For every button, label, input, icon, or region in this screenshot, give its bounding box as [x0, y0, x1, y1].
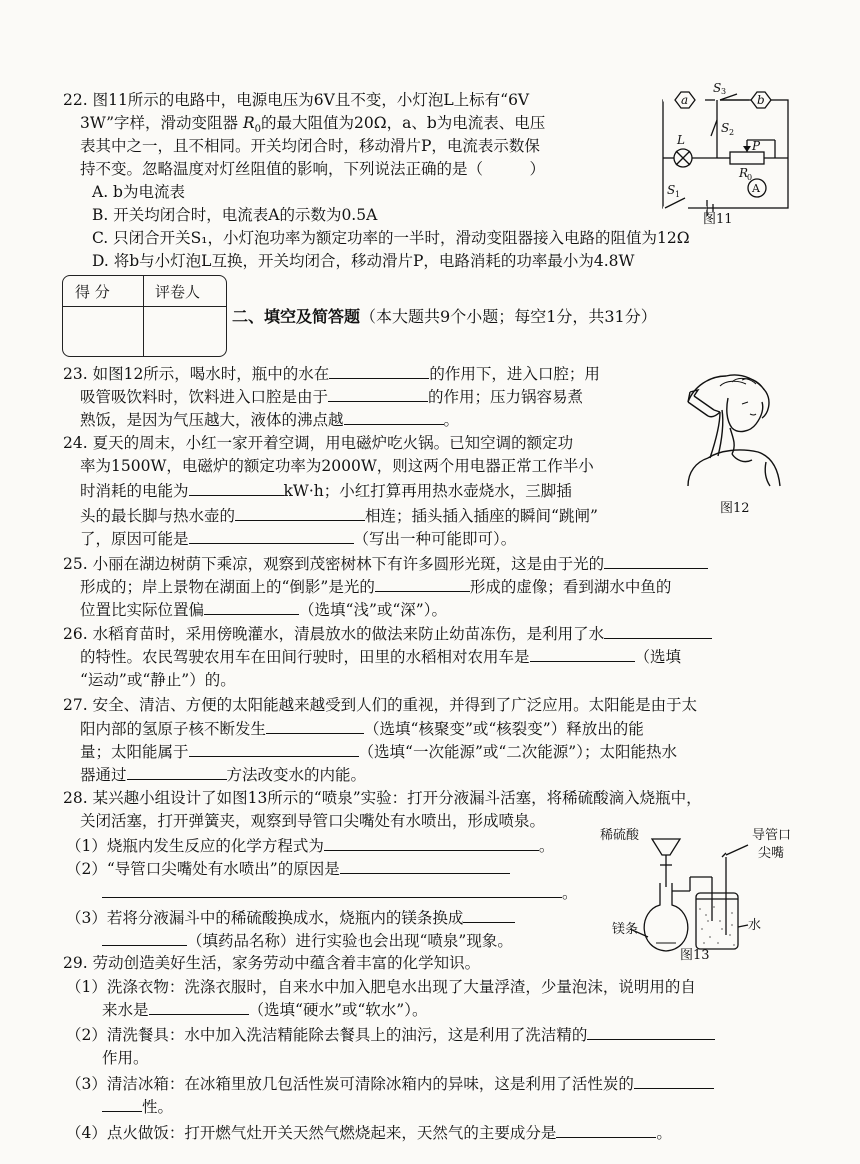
q28-sub3-cont — [102, 930, 513, 952]
answer-blank[interactable] — [266, 719, 364, 734]
fig11-label-b: b — [757, 93, 765, 107]
answer-blank[interactable] — [204, 600, 299, 615]
section2-note: （本大题共9个小题；每空1分，共31分） — [360, 307, 657, 326]
answer-blank[interactable] — [329, 364, 429, 379]
q26-line2 — [80, 646, 681, 668]
q25-text-1: 25. 小丽在湖边树荫下乘凉，观察到茂密树林下有许多圆形光斑，这是由于光的 — [63, 555, 605, 573]
q27-text-3: 量；太阳能属于 — [80, 743, 189, 761]
q23-text-4: 的作用；压力锅容易煮 — [428, 388, 584, 406]
q29-line1: 29. 劳动创造美好生活，家务劳动中蕴含着丰富的化学知识。 — [63, 954, 481, 972]
fig11-label-r0-sub: 0 — [747, 173, 753, 182]
fig11-label-a: a — [681, 93, 689, 107]
answer-blank[interactable] — [127, 765, 227, 780]
answer-blank[interactable] — [189, 481, 284, 496]
q24-text-3: 头的最长脚与热水壶的 — [80, 507, 236, 525]
q24-line5 — [80, 528, 516, 550]
q28-text-6: （填药品名称）进行实验也会出现“喷泉”现象。 — [187, 932, 513, 950]
q22-line4: 持不变。忽略温度对灯丝阻值的影响，下列说法正确的是（ ） — [80, 160, 546, 178]
q22-option-a: A. b为电流表 — [92, 183, 185, 201]
q29-sub1: （1）洗涤衣物：洗涤衣服时，自来水中加入肥皂水出现了大量浮渣，少量泡沫，说明用的自 — [66, 978, 696, 996]
q22-line2-text: 3W”字样，滑动变阻器 — [80, 114, 239, 132]
q28-line1: 28. 某兴趣小组设计了如图13所示的“喷泉”实验：打开分液漏斗活塞，将稀硫酸滴入烧瓶中， — [63, 789, 702, 807]
fig11-label-ammeter: A — [752, 182, 760, 195]
answer-blank[interactable] — [324, 836, 539, 851]
answer-blank[interactable] — [375, 577, 470, 592]
answer-blank[interactable] — [556, 1123, 656, 1138]
section2-title — [232, 306, 657, 328]
q25-text-5: （选填“浅”或“深”）。 — [299, 601, 447, 619]
q22-r0-sub: 0 — [254, 124, 261, 136]
q28-text-1: （1）烧瓶内发生反应的化学方程式为 — [66, 837, 324, 855]
q27-text-6: 方法改变水的内能。 — [226, 766, 367, 784]
q26-line1 — [63, 623, 712, 645]
answer-blank[interactable] — [189, 742, 359, 757]
q29-sub3-cont — [102, 1096, 173, 1118]
answer-blank[interactable] — [344, 410, 444, 425]
q24-line2: 率为1500W，电磁炉的额定功率为2000W，则这两个用电器正常工作半小 — [80, 457, 594, 475]
score-box — [62, 275, 227, 357]
q24-line4 — [80, 505, 598, 527]
q28-text-3: （2）“导管口尖嘴处有水喷出”的原因是 — [66, 860, 340, 878]
q29-text-7: 。 — [656, 1124, 672, 1142]
fig12-caption: 图12 — [720, 501, 750, 516]
q25-line2 — [80, 576, 671, 598]
q29-sub2-cont: 作用。 — [102, 1049, 149, 1067]
q28-line2: 关闭活塞，打开弹簧夹，观察到导管口尖嘴处有水喷出，形成喷泉。 — [80, 812, 546, 830]
q25-text-3: 形成的虚像；看到湖水中鱼的 — [469, 578, 672, 596]
answer-blank[interactable] — [530, 647, 635, 662]
q27-text-4: （选填“一次能源”或“二次能源”）；太阳能热水 — [358, 743, 677, 761]
answer-blank[interactable] — [340, 859, 510, 874]
q28-sub1 — [66, 835, 554, 857]
answer-blank[interactable] — [604, 624, 712, 639]
q28-text-4: 。 — [562, 884, 578, 902]
answer-blank[interactable] — [102, 1097, 142, 1112]
q27-line4 — [80, 764, 366, 786]
q23-line1 — [63, 363, 600, 385]
q24-text-6: （写出一种可能即可）。 — [353, 530, 517, 548]
fig11-caption: 图11 — [703, 212, 733, 227]
fig13-label-tube1: 导管口 — [752, 828, 792, 843]
q29-sub2 — [66, 1024, 715, 1046]
q23-text-2: 的作用下，进入口腔；用 — [429, 365, 600, 383]
q27-text-5: 器通过 — [80, 766, 127, 784]
q24-line3 — [80, 480, 572, 502]
q28-sub2-cont — [102, 882, 578, 904]
q25-text-4: 位置比实际位置偏 — [80, 601, 205, 619]
q28-text-2: 。 — [538, 837, 555, 855]
q29-text-4: （3）清洁冰箱：在冰箱里放几包活性炭可清除冰箱内的异味，这是利用了活性炭的 — [66, 1075, 634, 1093]
q26-text-2: 的特性。农民驾驶农用车在田间行驶时，田里的水稻相对农用车是 — [80, 648, 530, 666]
answer-blank[interactable] — [102, 883, 562, 898]
q23-text-1: 23. 如图12所示，喝水时，瓶中的水在 — [63, 365, 330, 383]
q23-text-3: 吸管吸饮料时，饮料进入口腔是由于 — [80, 388, 329, 406]
q22-r0-symbol: R — [242, 114, 255, 132]
q27-line2 — [80, 718, 644, 740]
q26-text-1: 26. 水稻育苗时，采用傍晚灌水，清晨放水的做法来防止幼苗冻伤，是利用了水 — [63, 625, 605, 643]
q22-line3: 表其中之一，且不相同。开关均闭合时，移动滑片P，电流表示数保 — [80, 137, 540, 155]
q29-text-3: （2）清洗餐具：水中加入洗洁精能除去餐具上的油污，这是利用了洗洁精的 — [66, 1026, 588, 1044]
q25-line3 — [80, 599, 447, 621]
answer-blank[interactable] — [463, 908, 515, 923]
answer-blank[interactable] — [587, 1025, 715, 1040]
q24-line1: 24. 夏天的周末，小红一家开着空调，用电磁炉吃火锅。已知空调的额定功 — [63, 434, 574, 452]
q28-sub2 — [66, 858, 510, 880]
q24-text-1: 时消耗的电能为 — [80, 482, 189, 500]
q27-line1: 27. 安全、清洁、方便的太阳能越来越受到人们的重视，并得到了广泛应用。太阳能是由于太 — [63, 696, 698, 714]
score-label: 得 分 — [75, 283, 110, 301]
q22-option-c: C. 只闭合开关S₁，小灯泡功率为额定功率的一半时，滑动变阻器接入电路的阻值为12Ω — [92, 229, 690, 247]
q22-line2-text2: 的最大阻值为20Ω， — [261, 114, 403, 132]
q24-text-4: 相连；插头插入插座的瞬间“跳闸” — [365, 507, 598, 525]
answer-blank[interactable] — [328, 387, 428, 402]
q28-sub3 — [66, 907, 515, 929]
q22-option-b: B. 开关均闭合时，电流表A的示数为0.5A — [92, 206, 378, 224]
fig13-label-mg: 镁条 — [612, 922, 639, 937]
q25-text-2: 形成的；岸上景物在湖面上的“倒影”是光的 — [80, 578, 375, 596]
q29-sub4 — [66, 1122, 672, 1144]
answer-blank[interactable] — [235, 506, 365, 521]
fig11-label-s3: S — [713, 81, 722, 95]
q29-sub1-cont — [102, 999, 427, 1021]
grader-label: 评卷人 — [155, 283, 201, 301]
q29-text-6: （4）点火做饭：打开燃气灶开关天然气燃烧起来，天然气的主要成分是 — [66, 1124, 557, 1142]
q22-line2-text3: a、b为电流表、电压 — [402, 114, 546, 132]
q23-text-5: 熟饭，是因为气压越大，液体的沸点越 — [80, 411, 344, 429]
q25-line1 — [63, 553, 708, 575]
q24-text-2: kW·h；小红打算再用热水壶烧水，三脚插 — [283, 482, 572, 500]
q26-text-3: （选填 — [634, 648, 682, 666]
q29-sub3 — [66, 1073, 714, 1095]
fig11-label-l: L — [677, 133, 685, 147]
fountain-apparatus-figure13 — [600, 825, 805, 960]
q24-text-5: 了，原因可能是 — [80, 530, 189, 548]
q29-text-1: 来水是 — [102, 1001, 149, 1019]
section2-title-text: 二、填空及简答题 — [232, 307, 361, 326]
q26-line3: “运动”或“静止”）的。 — [80, 671, 236, 689]
q23-line2 — [80, 386, 583, 408]
q29-text-5: 性。 — [142, 1098, 174, 1116]
fig11-label-s1: S — [667, 183, 676, 197]
fig11-label-s2-sub: 2 — [729, 128, 735, 137]
fig13-label-water: 水 — [748, 918, 762, 933]
answer-blank[interactable] — [102, 931, 187, 946]
q22-option-d: D. 将b与小灯泡L互换，开关均闭合，移动滑片P，电路消耗的功率最小为4.8W — [92, 252, 635, 270]
answer-blank[interactable] — [149, 1000, 249, 1015]
fig13-label-tube2: 尖嘴 — [758, 846, 785, 861]
q23-line3 — [80, 409, 459, 431]
q27-line3 — [80, 741, 677, 763]
answer-blank[interactable] — [604, 554, 708, 569]
q29-text-2: （选填“硬水”或“软水”）。 — [248, 1001, 428, 1019]
drinking-person-figure12 — [680, 362, 792, 490]
fig11-label-s2: S — [721, 121, 730, 135]
q27-text-1: 阳内部的氢原子核不断发生 — [80, 720, 267, 738]
fig11-label-p: P — [752, 139, 761, 153]
answer-blank[interactable] — [189, 529, 354, 544]
fig13-label-acid: 稀硫酸 — [600, 828, 640, 843]
q22-line1: 22. 图11所示的电路中，电源电压为6V且不变，小灯泡L上标有“6V — [63, 91, 530, 109]
fig11-label-s1-sub: 1 — [675, 190, 681, 199]
q27-text-2: （选填“核聚变”或“核裂变”）释放出的能 — [364, 720, 644, 738]
fig11-label-s3-sub: 3 — [721, 87, 727, 96]
answer-blank[interactable] — [634, 1074, 714, 1089]
fig11-label-r0: R — [739, 166, 749, 180]
q23-text-6: 。 — [443, 411, 460, 429]
q28-text-5: （3）若将分液漏斗中的稀硫酸换成水，烧瓶内的镁条换成 — [66, 909, 464, 927]
fig13-caption: 图13 — [680, 948, 710, 963]
